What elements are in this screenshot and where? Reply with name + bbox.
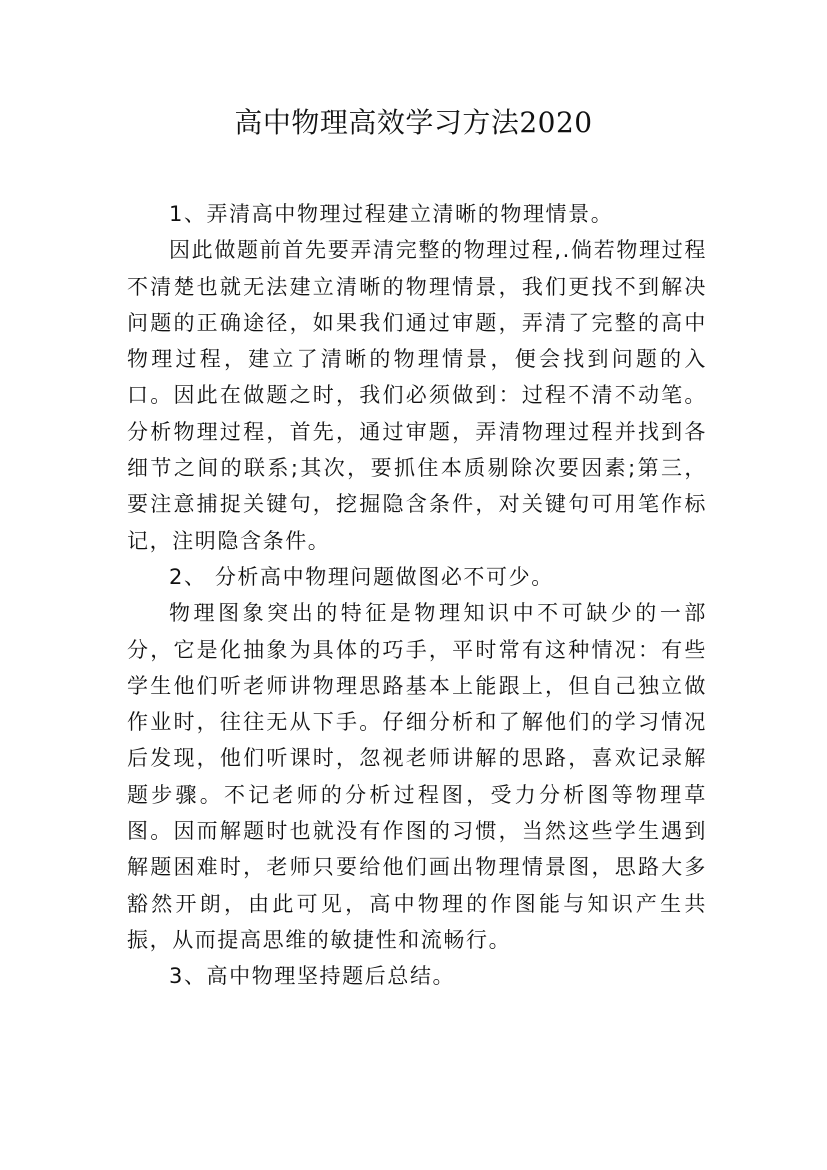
heading-1: 1、弄清高中物理过程建立清晰的物理情景。 [169,202,614,226]
document-title: 高中物理高效学习方法2020 [234,106,593,139]
heading-3: 3、高中物理坚持题后总结。 [169,964,456,989]
heading-2: 2、 分析高中物理问题做图必不可少。 [169,564,554,589]
document-body [127,196,707,995]
paragraph-1: 因此做题前首先要弄清完整的物理过程,.倘若物理过程不清楚也就无法建立清晰的物理情景，我们更找不到解决问题的正确途径，如果我们通过审题，弄清了完整的高中物理过程，建立了清晰的物理情景，便会找到问题的入口。因此在做题之时，我们必须做到：过程不清不动笔。分析物理过程，首先，通过审题，弄清物理过程并找到各细节之间的联系;其次，要抓住本质剔除次要因素;第三，要注意捕捉关键句，挖掘隐含条件，对关键句可用笔作标记，注明隐含条件。 [127,238,707,553]
paragraph-2: 物理图象突出的特征是物理知识中不可缺少的一部分，它是化抽象为具体的巧手，平时常有这种情况：有些学生他们听老师讲物理思路基本上能跟上，但自己独立做作业时，往往无从下手。仔细分析和了解他们的学习情况后发现，他们听课时，忽视老师讲解的思路，喜欢记录解题步骤。不记老师的分析过程图，受力分析图等物理草图。因而解题时也就没有作图的习惯，当然这些学生遇到解题困难时，老师只要给他们画出物理情景图，思路大多豁然开朗，由此可见，高中物理的作图能与知识产生共振，从而提高思维的敏捷性和流畅行。 [127,601,707,952]
